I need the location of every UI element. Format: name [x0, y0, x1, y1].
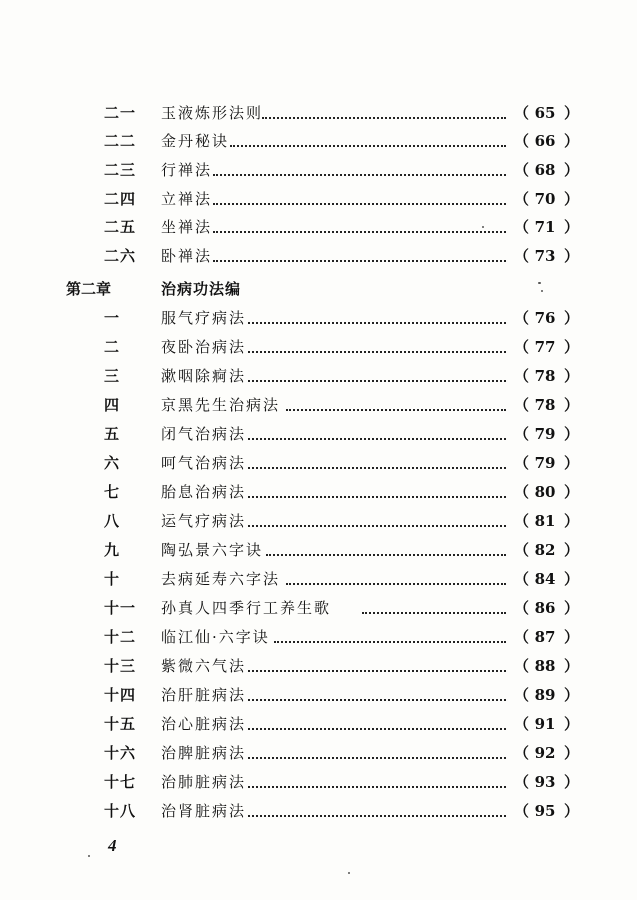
- dot-leader: [248, 728, 506, 730]
- scan-speck: [348, 872, 350, 874]
- toc-entry-number: 十八: [104, 802, 137, 820]
- toc-entry-title: 陶弘景六字诀: [161, 541, 264, 559]
- toc-entry-page-number: 68: [534, 161, 556, 179]
- toc-entry-page-number: 65: [534, 104, 556, 122]
- toc-entry: 十 去病延寿六字法 （ 84 ）: [0, 567, 637, 596]
- dot-leader: [248, 467, 506, 469]
- toc-entry-number: 十一: [104, 599, 137, 617]
- toc-entry-title: 行禅法: [161, 161, 213, 179]
- toc-entry: 三 漱咽除痾法 （ 78 ）: [0, 364, 637, 393]
- toc-entry-page-number: 82: [534, 541, 556, 559]
- dot-leader: [248, 438, 506, 440]
- page-folio-number: 4: [108, 836, 117, 855]
- toc-entry-page-number: 81: [534, 512, 556, 530]
- dot-leader: [230, 145, 506, 147]
- toc-entry-title: 去病延寿六字法: [161, 570, 281, 588]
- toc-entry: 十七 治肺脏病法 （ 93 ）: [0, 770, 637, 799]
- toc-entry-number: 三: [104, 367, 121, 385]
- toc-entry-page-number: 91: [534, 715, 556, 733]
- toc-entry-page-number: 77: [534, 338, 556, 356]
- toc-entry-title: 紫微六气法: [161, 657, 247, 675]
- scan-speck: [88, 855, 90, 857]
- toc-entry-page-number: 66: [534, 132, 556, 150]
- toc-entry-page-number: 78: [534, 396, 556, 414]
- dot-leader: [213, 174, 506, 176]
- toc-entry-number: 一: [104, 309, 121, 327]
- toc-entry-title: 运气疗病法: [161, 512, 247, 530]
- toc-entry-title: 京黑先生治病法: [161, 396, 281, 414]
- dot-leader: [266, 554, 506, 556]
- toc-entry: 八 运气疗病法 （ 81 ）: [0, 509, 637, 538]
- dot-leader: [248, 322, 506, 324]
- dot-leader: [274, 641, 506, 643]
- toc-entry-number: 九: [104, 541, 121, 559]
- toc-entry-number: 五: [104, 425, 121, 443]
- toc-entry: 十三 紫微六气法 （ 88 ）: [0, 654, 637, 683]
- toc-entry-number: 十七: [104, 773, 137, 791]
- toc-entry: 十二 临江仙·六字诀 （ 87 ）: [0, 625, 637, 654]
- toc-entry-number: 二一: [104, 104, 137, 122]
- dot-leader: [286, 409, 506, 411]
- toc-entry-title: 漱咽除痾法: [161, 367, 247, 385]
- toc-entry-page-number: 78: [534, 367, 556, 385]
- toc-entry-page-number: 89: [534, 686, 556, 704]
- chapter-number: 第二章: [66, 280, 112, 298]
- toc-entry: 二一 玉液炼形法则 （ 65 ）: [0, 101, 637, 130]
- toc-entry-page-number: 70: [534, 190, 556, 208]
- toc-entry-number: 二二: [104, 132, 137, 150]
- toc-entry: 一 服气疗病法 （ 76 ）: [0, 306, 637, 335]
- toc-entry-title: 玉液炼形法则: [161, 104, 264, 122]
- dot-leader: [248, 496, 506, 498]
- dot-leader: [248, 380, 506, 382]
- toc-entry: 六 呵气治病法 （ 79 ）: [0, 451, 637, 480]
- scan-speck: [482, 226, 484, 228]
- toc-entry-number: 十四: [104, 686, 137, 704]
- toc-entry-page-number: 95: [534, 802, 556, 820]
- toc-entry-number: 十六: [104, 744, 137, 762]
- toc-entry-number: 六: [104, 454, 121, 472]
- toc-entry-title: 金丹秘诀: [161, 132, 230, 150]
- toc-entry: 二二 金丹秘诀 （ 66 ）: [0, 129, 637, 158]
- toc-entry: 十一 孙真人四季行工养生歌 （ 86 ）: [0, 596, 637, 625]
- dot-leader: [248, 670, 506, 672]
- toc-entry: 四 京黑先生治病法 （ 78 ）: [0, 393, 637, 422]
- toc-entry-page-number: 86: [534, 599, 556, 617]
- toc-entry-number: 十三: [104, 657, 137, 675]
- toc-entry-title: 服气疗病法: [161, 309, 247, 327]
- scan-speck: [541, 290, 543, 292]
- toc-entry-title: 呵气治病法: [161, 454, 247, 472]
- dot-leader: [248, 786, 506, 788]
- dot-leader: [213, 231, 506, 233]
- toc-entry-number: 四: [104, 396, 121, 414]
- toc-entry-page-number: 79: [534, 425, 556, 443]
- toc-entry-number: 十二: [104, 628, 137, 646]
- toc-entry-number: 八: [104, 512, 121, 530]
- toc-entry-page-number: 88: [534, 657, 556, 675]
- toc-entry-number: 二五: [104, 218, 137, 236]
- toc-entry-title: 胎息治病法: [161, 483, 247, 501]
- toc-entry: 二四 立禅法 （ 70 ）: [0, 187, 637, 216]
- toc-entry-number: 二六: [104, 247, 137, 265]
- toc-entry: 十八 治肾脏病法 （ 95 ）: [0, 799, 637, 828]
- toc-entry: 十四 治肝脏病法 （ 89 ）: [0, 683, 637, 712]
- scan-speck: [538, 282, 541, 284]
- toc-entry: 五 闭气治病法 （ 79 ）: [0, 422, 637, 451]
- toc-entry-title: 治肺脏病法: [161, 773, 247, 791]
- toc-entry-page-number: 93: [534, 773, 556, 791]
- dot-leader: [248, 699, 506, 701]
- toc-entry-title: 治肝脏病法: [161, 686, 247, 704]
- toc-entry-page-number: 76: [534, 309, 556, 327]
- toc-entry-number: 十五: [104, 715, 137, 733]
- toc-entry-title: 治心脏病法: [161, 715, 247, 733]
- toc-entry-number: 二四: [104, 190, 137, 208]
- toc-entry-title: 夜卧治病法: [161, 338, 247, 356]
- toc-entry-title: 立禅法: [161, 190, 213, 208]
- dot-leader: [248, 757, 506, 759]
- toc-entry-number: 二三: [104, 161, 137, 179]
- toc-entry-title: 治肾脏病法: [161, 802, 247, 820]
- toc-entry: 九 陶弘景六字诀 （ 82 ）: [0, 538, 637, 567]
- toc-entry-page-number: 84: [534, 570, 556, 588]
- toc-entry-page-number: 92: [534, 744, 556, 762]
- toc-entry-title: 卧禅法: [161, 247, 213, 265]
- toc-entry: 七 胎息治病法 （ 80 ）: [0, 480, 637, 509]
- toc-entry-number: 十: [104, 570, 121, 588]
- toc-entry: 十六 治脾脏病法 （ 92 ）: [0, 741, 637, 770]
- toc-entry: 二 夜卧治病法 （ 77 ）: [0, 335, 637, 364]
- toc-entry-title: 治脾脏病法: [161, 744, 247, 762]
- toc-entry-page-number: 73: [534, 247, 556, 265]
- chapter-title: 治病功法编: [161, 280, 242, 298]
- toc-entry-number: 二: [104, 338, 121, 356]
- toc-entry-title: 临江仙·六字诀: [161, 628, 270, 646]
- toc-entry-page-number: 71: [534, 218, 556, 236]
- dot-leader: [286, 583, 506, 585]
- toc-entry: 二六 卧禅法 （ 73 ）: [0, 244, 637, 273]
- dot-leader: [248, 525, 506, 527]
- dot-leader: [262, 117, 506, 119]
- toc-entry-page-number: 87: [534, 628, 556, 646]
- toc-entry-title: 闭气治病法: [161, 425, 247, 443]
- toc-entry-number: 七: [104, 483, 121, 501]
- toc-entry: 二三 行禅法 （ 68 ）: [0, 158, 637, 187]
- toc-entry-title: 坐禅法: [161, 218, 213, 236]
- toc-entry: 二五 坐禅法 （ 71 ）: [0, 215, 637, 244]
- toc-entry: 十五 治心脏病法 （ 91 ）: [0, 712, 637, 741]
- toc-entry-page-number: 80: [534, 483, 556, 501]
- toc-entry-title: 孙真人四季行工养生歌: [161, 599, 332, 617]
- dot-leader: [248, 815, 506, 817]
- dot-leader: [362, 612, 506, 614]
- dot-leader: [248, 351, 506, 353]
- dot-leader: [213, 260, 506, 262]
- dot-leader: [213, 203, 506, 205]
- toc-entry-page-number: 79: [534, 454, 556, 472]
